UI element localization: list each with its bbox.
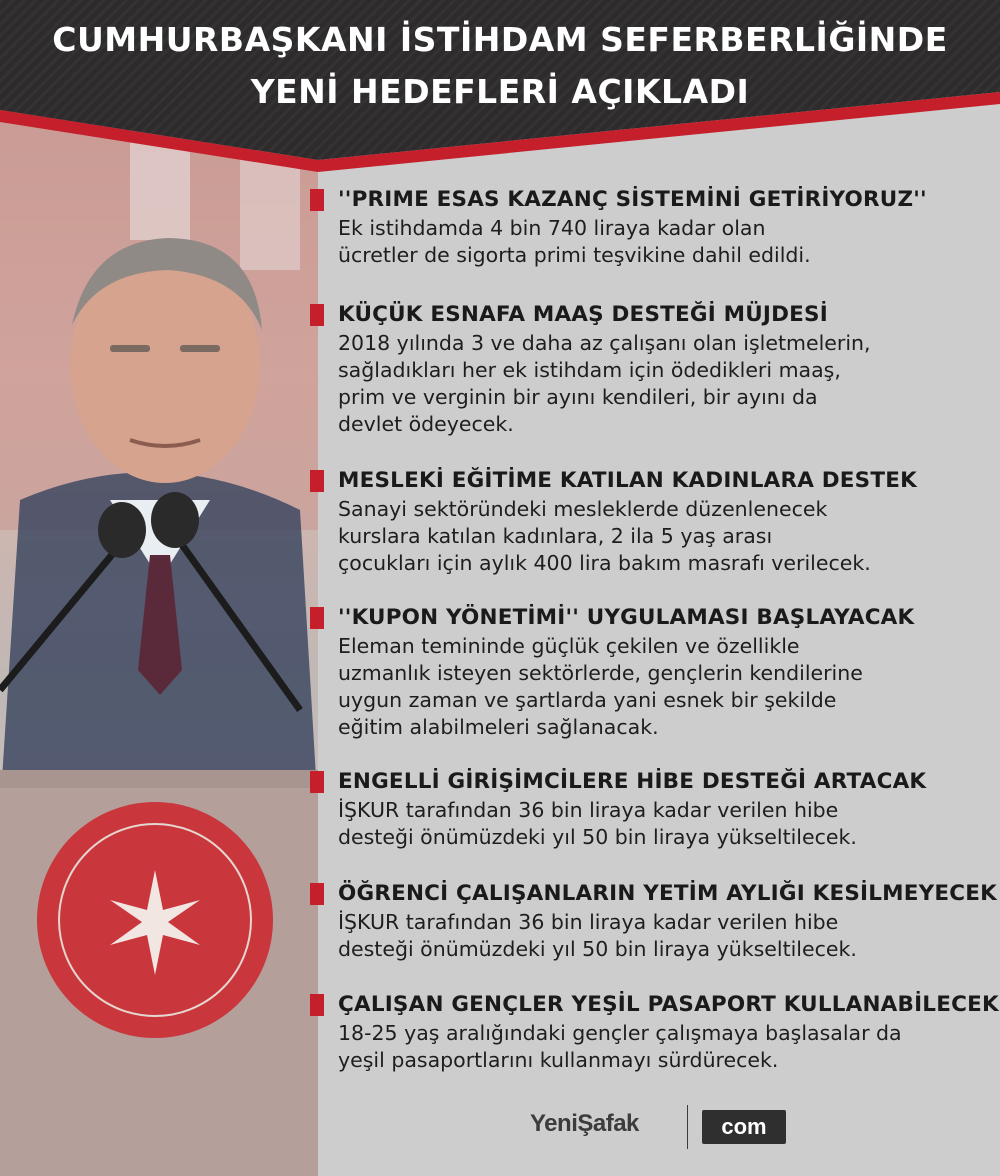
announcement-line: desteği önümüzdeki yıl 50 bin liraya yükseltilecek. <box>338 937 857 961</box>
announcement-line: Eleman temininde güçlük çekilen ve özellikle <box>338 634 800 658</box>
announcements-panel <box>318 110 1000 1176</box>
announcement-title: ÇALIŞAN GENÇLER YEŞİL PASAPORT KULLANABİLECEK <box>338 992 999 1017</box>
announcement-body <box>338 909 988 963</box>
red-bullet-marker <box>310 771 324 793</box>
com-badge: com <box>702 1110 786 1144</box>
announcement-line: Sanayi sektöründeki mesleklerde düzenlenecek <box>338 497 828 521</box>
page-title-line-2: YENİ HEDEFLERİ AÇIKLADI <box>250 72 750 111</box>
announcement-body <box>338 1020 988 1074</box>
red-bullet-marker <box>310 304 324 326</box>
announcement-title: ENGELLİ GİRİŞİMCİLERE HİBE DESTEĞİ ARTACAK <box>338 769 927 794</box>
announcement-body <box>338 797 988 851</box>
announcement-body <box>338 633 988 741</box>
page-title-line-1: CUMHURBAŞKANI İSTİHDAM SEFERBERLİĞİNDE <box>52 20 948 59</box>
announcement-line: kurslara katılan kadınlara, 2 ila 5 yaş arası <box>338 524 773 548</box>
logo-divider <box>687 1105 688 1149</box>
announcement-line: 2018 yılında 3 ve daha az çalışanı olan işletmelerin, <box>338 331 871 355</box>
announcement-title: KÜÇÜK ESNAFA MAAŞ DESTEĞİ MÜJDESİ <box>338 302 828 327</box>
announcement-line: uzmanlık isteyen sektörlerde, gençlerin kendilerine <box>338 661 863 685</box>
speaker-photo-illustration <box>0 110 318 1176</box>
page-title <box>0 14 1000 118</box>
announcement-line: yeşil pasaportlarını kullanmayı sürdürecek. <box>338 1048 779 1072</box>
announcement-line: prim ve verginin bir ayını kendileri, bir ayını da <box>338 385 818 409</box>
announcement-body <box>338 330 988 438</box>
header-banner <box>0 0 1000 175</box>
announcement-title: ''PRIME ESAS KAZANÇ SİSTEMİNİ GETİRİYORUZ'' <box>338 187 927 212</box>
announcement-line: sağladıkları her ek istihdam için ödedikleri maaş, <box>338 358 841 382</box>
announcement-line: İŞKUR tarafından 36 bin liraya kadar verilen hibe <box>338 910 839 934</box>
brand-wordmark: YeniŞafak <box>530 1110 639 1137</box>
announcement-line: ücretler de sigorta primi teşvikine dahil edildi. <box>338 243 811 267</box>
announcement-line: çocukları için aylık 400 lira bakım masrafı verilecek. <box>338 551 871 575</box>
announcement-body <box>338 215 988 269</box>
announcement-line: eğitim alabilmeleri sağlanacak. <box>338 715 659 739</box>
red-bullet-marker <box>310 189 324 211</box>
footer-logo <box>318 1100 1000 1160</box>
announcement-title: MESLEKİ EĞİTİME KATILAN KADINLARA DESTEK <box>338 468 917 493</box>
announcement-line: uygun zaman ve şartlarda yani esnek bir şekilde <box>338 688 837 712</box>
announcement-line: devlet ödeyecek. <box>338 412 514 436</box>
announcement-line: İŞKUR tarafından 36 bin liraya kadar verilen hibe <box>338 798 839 822</box>
announcement-line: Ek istihdamda 4 bin 740 liraya kadar olan <box>338 216 766 240</box>
speaker-photo <box>0 110 318 1176</box>
announcement-body <box>338 496 988 577</box>
announcement-title: ''KUPON YÖNETİMİ'' UYGULAMASI BAŞLAYACAK <box>338 605 915 630</box>
red-bullet-marker <box>310 883 324 905</box>
announcement-line: desteği önümüzdeki yıl 50 bin liraya yükseltilecek. <box>338 825 857 849</box>
red-bullet-marker <box>310 607 324 629</box>
announcement-title: ÖĞRENCİ ÇALIŞANLARIN YETİM AYLIĞI KESİLMEYECEK <box>338 881 998 906</box>
announcement-line: 18-25 yaş aralığındaki gençler çalışmaya başlasalar da <box>338 1021 902 1045</box>
red-bullet-marker <box>310 470 324 492</box>
red-bullet-marker <box>310 994 324 1016</box>
